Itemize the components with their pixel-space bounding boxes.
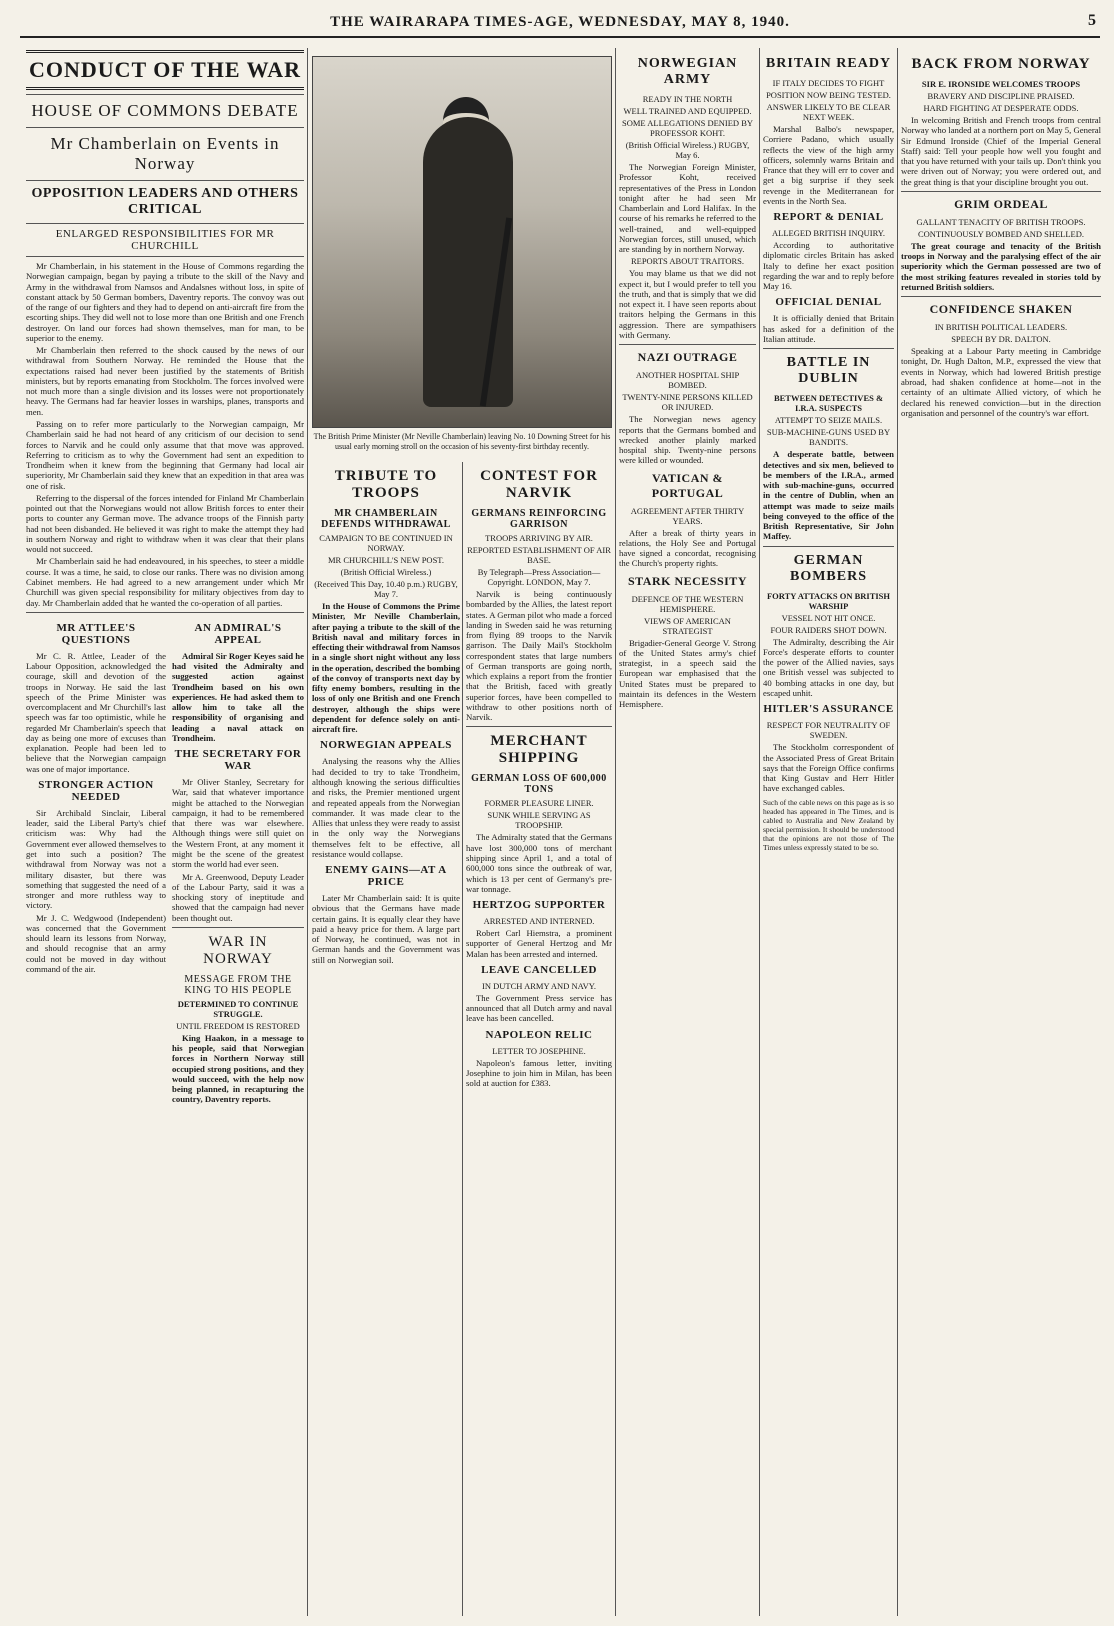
heading-merchant: MERCHANT SHIPPING (490, 733, 588, 767)
norwegian-army-story (619, 50, 756, 1616)
subhead-trained: WELL TRAINED AND EQUIPPED. (623, 106, 752, 116)
paragraph: In welcoming British and French troops from central Norway who landed at a northern port on May 5, General Sir Edmund Ironside (Chief of the Imperial General Staff) said: Tell your people how well you fought and that you have returned with your tails up. Don't think you were driven out of Norway; you were ordered out, and the great thing is that your discipline brought you out. (901, 115, 1101, 187)
paragraph: In the House of Commons the Prime Minister, Mr Neville Chamberlain, after paying a tribute to the skill of the British naval and military forces in effecting their withdrawal from Namsos in a single short night without any loss in the operation, described the bombing of the convoy of transports next day by fifty enemy bombers, resulting in the loss of only one British and one French destroyer, although the ships were dependent for defence solely on anti-aircraft fire. (312, 601, 460, 735)
newspaper-title: THE WAIRARAPA TIMES-AGE, WEDNESDAY, MAY 8, 1940. (330, 13, 790, 30)
paragraph: The great courage and tenacity of the British troops in Norway and the paralysing effect of the air superiority which the German possessed are two of the most striking features revealed in stories told by returned British soldiers. (901, 240, 1101, 292)
heading-secretary: THE SECRETARY FOR WAR (174, 748, 302, 773)
subhead-between: BETWEEN DETECTIVES & I.R.A. SUSPECTS (773, 393, 884, 414)
masthead (20, 8, 1100, 38)
paragraph: Admiral Sir Roger Keyes said he had visited the Admiralty and suggested action against Trondheim based on his own experiences. He had asked them to allow him to take all the responsibility of organising and leading a naval attack on Trondheim. (172, 650, 304, 743)
paragraph: Speaking at a Labour Party meeting in Cambridge tonight, Dr. Hugh Dalton, M.P., expressed the view that events in Norway, which had lowered British prestige abroad, had shaken confidence at home—not in the certainty of an ultimate Allied victory, of which he declared his renewed conviction—but in the direction organisation and personnel of the country's war effort. (901, 346, 1101, 418)
paragraph: The Norwegian news agency reports that the Germans bombed and wrecked another plainly marked hospital ship. Twenty-nine persons were killed or wounded. (619, 414, 756, 466)
paragraph: Narvik is being continuously bombarded by the Allies, the latest report states. A German pilot who made a forced landing in Sweden said he was returning from flying 89 troops to the Narvik garrison. The Daily Mail's Stockholm correspondent states that large numbers of German transports are going north, which explains a report from the frontier that the British, faced with greatly superior forces, have been compelled to withdraw to other positions north of Narvik. (466, 589, 612, 723)
photo-caption: The British Prime Minister (Mr Neville Chamberlain) leaving No. 10 Downing Street for his usual early morning stroll on the occasion of his seventy-first birthday recently. (313, 432, 611, 451)
heading-admiral: AN ADMIRAL'S APPEAL (194, 621, 282, 646)
heading-hertzog: HERTZOG SUPPORTER (472, 899, 606, 912)
subhead-forty: FORTY ATTACKS ON BRITISH WARSHIP (766, 590, 891, 611)
column-rule (462, 462, 463, 1616)
rule (172, 927, 304, 928)
heading-hitler: HITLER'S ASSURANCE (763, 703, 894, 716)
heading-attlee: MR ATTLEE'S QUESTIONS (56, 621, 136, 646)
lead-story (26, 50, 304, 1616)
subhead-post: MR CHURCHILL'S NEW POST. (328, 555, 444, 565)
rule (466, 726, 612, 727)
photo-chamberlain (312, 56, 612, 428)
paragraph: Napoleon's famous letter, inviting Josephine to join him in Milan, has been sold at auction for £383. (466, 1057, 612, 1089)
heading-stark: STARK NECESSITY (628, 573, 747, 588)
heading-appeals: NORWEGIAN APPEALS (320, 739, 452, 752)
subhead-liner: FORMER PLEASURE LINER. (484, 798, 594, 809)
subhead-air: TROOPS ARRIVING BY AIR. (485, 533, 593, 543)
subhead-seize: ATTEMPT TO SEIZE MAILS. (774, 415, 883, 426)
subhead-traitors: REPORTS ABOUT TRAITORS. (630, 256, 745, 267)
subhead-hard: HARD FIGHTING AT DESPERATE ODDS. (923, 103, 1079, 113)
paragraph: Mr Chamberlain, in his statement in the House of Commons regarding the Norwegian campaign, began by paying a tribute to the skill of the Navy and Army in the withdrawal from Namsos and Andalsnes without loss, in spite of constant attack by 50 German bombers, Daventry reports. The convoy was out of the range of our fighters and they had to depend on anti-aircraft fire from the escorting ships. They did well not to lose more than one British and one French destroyer. On land our forces had shown themselves, man for man, to be superior to the enemy. (26, 261, 304, 343)
paragraph: You may blame us that we did not expect it, but I would prefer to tell you the truth, and that is simply that we did not expect it. I have seen reports about traitors helping the Germans in this aggression. There are sympathisers with Germany. (619, 268, 756, 340)
subhead-dalton: SPEECH BY DR. DALTON. (951, 334, 1051, 345)
rule (26, 223, 304, 224)
subhead-until: UNTIL FREEDOM IS RESTORED (176, 1020, 300, 1031)
paragraph: King Haakon, in a message to his people, said that Norwegian forces in Northern Norway still occupied strong positions, and they would succeed, with the help now being planned, in recapturing the country, Daventry reports. (172, 1032, 304, 1105)
paragraph: Mr C. R. Attlee, Leader of the Labour Opposition, acknowledged the courage, skill and devotion of the troops in Norway. He said the last speech of the Prime Minister was overcomplacent and Mr Churchill's last speech was far too optimistic, while he regarded Mr Chamberlain's speech that day as being one more of excuses than explanation. People had been led to believe that the Norwegian campaign was one of major importance. (26, 650, 166, 774)
subhead-hospital: ANOTHER HOSPITAL SHIP BOMBED. (635, 370, 740, 391)
heading-norwegian-army: NORWEGIAN ARMY (637, 56, 738, 87)
rule (763, 546, 894, 547)
column-rule (615, 48, 616, 1616)
subhead-message-king: MESSAGE FROM THE KING TO HIS PEOPLE (184, 973, 292, 996)
page-number: 5 (1088, 12, 1096, 29)
subhead-tested: POSITION NOW BEING TESTED. (766, 90, 891, 100)
column-rule (307, 48, 308, 1616)
paragraph: Marshal Balbo's newspaper, Corriere Padano, which usually reflects the view of the high army officers, solemnly warns Britain and France that they will err to cover and get a big surprise if they seek revenge in the Mediterranean for events in the North Sea. (763, 124, 894, 206)
paragraph: According to authoritative diplomatic circles Britain has asked Italy to define her exact position regarding the war and to reply before May 16. (763, 240, 894, 292)
heading-napoleon: NAPOLEON RELIC (485, 1028, 593, 1041)
dateline: (British Official Wireless.) (340, 567, 432, 577)
paragraph: Later Mr Chamberlain said: It is quite obvious that the Germans have made certain gains. It is equally clear they have paid a heavy price for them. A large part of Norway, he continued, was not in German hands and the Government was still on Norwegian soil. (312, 893, 460, 965)
paragraph: The Government Press service has announced that all Dutch army and naval leave has been cancelled. (466, 992, 612, 1024)
subhead-commons: HOUSE OF COMMONS DEBATE (31, 101, 299, 120)
heading-confidence: CONFIDENCE SHAKEN (929, 302, 1073, 317)
rule (901, 296, 1101, 297)
rule (26, 256, 304, 257)
heading-britain-ready: BRITAIN READY (765, 56, 892, 71)
paragraph: Mr A. Greenwood, Deputy Leader of the Labour Party, said it was a shocking story of ineptitude and showed that the campaign had never been thought out. (172, 871, 304, 923)
rule (26, 94, 304, 95)
subhead-dutch: IN DUTCH ARMY AND NAVY. (482, 980, 596, 991)
heading-report-denial: REPORT & DENIAL (773, 211, 884, 224)
tribute-story (312, 462, 460, 1616)
heading-official-denial: OFFICIAL DENIAL (775, 296, 882, 309)
subhead-base: REPORTED ESTABLISHMENT OF AIR BASE. (467, 545, 611, 565)
times-notice: Such of the cable news on this page as is so headed has appeared in The Times, and is cabled to Australia and New Zealand by special permission. It should be understood that the opinions are not those of The Times unless expressly stated to be so. (763, 797, 894, 852)
subhead-four: FOUR RAIDERS SHOT DOWN. (770, 624, 887, 635)
subhead-inquiry: ALLEGED BRITISH INQUIRY. (772, 228, 885, 239)
rule (763, 348, 894, 349)
rule (26, 612, 304, 613)
paragraph: Robert Carl Hiemstra, a prominent supporter of General Hertzog and Mr Malan has been arrested and interned. (466, 928, 612, 959)
heading-stronger-action: STRONGER ACTION NEEDED (38, 778, 154, 803)
paragraph: Referring to the dispersal of the forces intended for Finland Mr Chamberlain pointed out that the Norwegians would not allow British forces to enter their ports to counter any German move. The advance troops of the Finnish party had not been disbanded. He believed it was right to make the attempt they had in southern Norway and right to withdraw when it was clear that their plans would not succeed. (26, 492, 304, 555)
heading-nazi-outrage: NAZI OUTRAGE (637, 350, 738, 365)
headline-conduct-of-war: CONDUCT OF THE WAR (26, 50, 304, 90)
paragraph: After a break of thirty years in relations, the Holy See and Portugal have signed a concordat, recognising the Church's property rights. (619, 527, 756, 569)
subhead-bravery: BRAVERY AND DISCIPLINE PRAISED. (927, 91, 1075, 101)
subhead-loss: GERMAN LOSS OF 600,000 TONS (471, 773, 607, 796)
subhead-respect: RESPECT FOR NEUTRALITY OF SWEDEN. (766, 720, 891, 741)
subhead-defence: DEFENCE OF THE WESTERN HEMISPHERE. (631, 593, 744, 614)
subhead-guns: SUB-MACHINE-GUNS USED BY BANDITS. (766, 427, 891, 448)
subhead-sunk: SUNK WHILE SERVING AS TROOPSHIP. (487, 810, 591, 831)
subhead-italy: IF ITALY DECIDES TO FIGHT (772, 78, 885, 88)
subhead-defends: MR CHAMBERLAIN DEFENDS WITHDRAWAL (321, 508, 451, 530)
back-from-norway-story (901, 50, 1101, 1616)
heading-war-in-norway: WAR IN NORWAY (203, 933, 273, 967)
heading-back-from-norway: BACK FROM NORWAY (911, 56, 1091, 72)
subhead-gallant: GALLANT TENACITY OF BRITISH TROOPS. (916, 216, 1086, 227)
subhead-views: VIEWS OF AMERICAN STRATEGIST (644, 615, 731, 636)
heading-german-bombers: GERMAN BOMBERS (789, 552, 867, 584)
heading-battle-dublin: BATTLE IN DUBLIN (786, 355, 871, 387)
paragraph: A desperate battle, between detectives and six men, believed to be members of the I.R.A., armed with sub-machine-guns, occurred in the centre of Dublin, when an attempt was made to seize mails being conveyed to the office of the British Representative, Sir John Maffey. (763, 449, 894, 542)
subhead-ready: READY IN THE NORTH (642, 94, 733, 104)
subhead-chamberlain: Mr Chamberlain on Events in Norway (50, 134, 280, 173)
paragraph: Passing on to refer more particularly to the Norwegian campaign, Mr Chamberlain said he had not heard of any criticism of our decision to send forces to Narvik and he could only assume that that move was approved. Referring to criticism as to why the Government had sent an expedition to Trondheim when it knew from the beginning that Germany had local air superiority, Mr Chamberlain said they knew that an expedition in that area was one of risk. (26, 418, 304, 491)
subhead-churchill: ENLARGED RESPONSIBILITIES FOR MR CHURCHILL (55, 228, 275, 252)
subhead-vessel: VESSEL NOT HIT ONCE. (781, 612, 876, 623)
paragraph: Mr Oliver Stanley, Secretary for War, said that whatever importance might be attached to the Norwegian campaign, it had to be remembered that there was war elsewhere. Although things were still quiet on the Western Front, at any moment it might be the scene of the greatest storm the world had ever seen. (172, 777, 304, 870)
paragraph: The Admiralty stated that the Germans have lost 300,000 tons of merchant shipping since April 1, and a total of 600,000 tons since the outbreak of war, which is 13 per cent of Germany's pre-war tonnage. (466, 832, 612, 894)
subhead-arrested: ARRESTED AND INTERNED. (483, 916, 595, 927)
column-rule (759, 48, 760, 1616)
paragraph: The Stockholm correspondent of the Associated Press of Great Britain says that the Foreign Office confirms that King Gustav and Herr Hitler have exchanged cables. (763, 742, 894, 794)
paragraph: Mr J. C. Wedgwood (Independent) was concerned that the Government should learn its lessons from Norway, and should recognise that an army could not be moved in day without command of the air. (26, 912, 166, 974)
heading-leave: LEAVE CANCELLED (481, 963, 597, 976)
rule (901, 191, 1101, 192)
subhead-killed: TWENTY-NINE PERSONS KILLED OR INJURED. (622, 392, 753, 413)
narvik-story (466, 462, 612, 1616)
subhead-reinforcing: GERMANS REINFORCING GARRISON (471, 508, 607, 530)
subhead-campaign: CAMPAIGN TO BE CONTINUED IN NORWAY. (319, 533, 453, 553)
paragraph: Brigadier-General George V. Strong of the United States army's chief strategist, in a speech said the European war emphasised that the United States must be prepared to maintain its defences in the Western Hemisphere. (619, 637, 756, 710)
rule (26, 127, 304, 128)
rule (619, 344, 756, 345)
paragraph: Mr Chamberlain said he had endeavoured, in his speeches, to steer a middle course. It was a time, he said, to close our ranks. There was no division among Cabinet members. He had agreed to a new arrangement under which Mr Churchill was given special responsibility for military objectives from day to day. Mr Chamberlain added that he wanted the co-operation of all parties. (26, 556, 304, 608)
subhead-opposition: OPPOSITION LEADERS AND OTHERS CRITICAL (31, 186, 299, 217)
heading-enemy-gains: ENEMY GAINS—AT A PRICE (325, 864, 447, 889)
dateline: (British Official Wireless.) RUGBY, May 6. (625, 140, 750, 160)
heading-contest-narvik: CONTEST FOR NARVIK (480, 468, 598, 501)
dateline: (Received This Day, 10.40 p.m.) RUGBY, May 7. (314, 579, 458, 599)
subhead-determined: DETERMINED TO CONTINUE STRUGGLE. (177, 998, 299, 1019)
subhead-allegations: SOME ALLEGATIONS DENIED BY PROFESSOR KOHT. (621, 118, 754, 138)
subhead-agreement: AGREEMENT AFTER THIRTY YEARS. (630, 505, 745, 526)
heading-vatican: VATICAN & PORTUGAL (651, 470, 724, 500)
dateline: By Telegraph—Press Association—Copyright. LONDON, May 7. (477, 567, 601, 587)
rule (26, 180, 304, 181)
heading-tribute: TRIBUTE TO TROOPS (334, 468, 438, 501)
britain-ready-story (763, 50, 894, 1616)
paragraph: Sir Archibald Sinclair, Liberal leader, said the Liberal Party's chief criticism was: Why had the Government ever allowed themselves to get into such a position? The withdrawal from Norway was not a military disaster, but there was something that suggested the need of a stronger and more ruthless way to victory. (26, 807, 166, 911)
subhead-leaders: IN BRITISH POLITICAL LEADERS. (934, 322, 1068, 333)
paragraph: The Norwegian Foreign Minister, Professor Koht, received representatives of the Press in London tonight after he had seen Mr Chamberlain and Lord Halifax. In the course of his remarks he referred to the well-trained, and well-equipped Norwegian forces, still unused, which are standing by in northern Norway. (619, 162, 756, 255)
subhead-ironside: SIR E. IRONSIDE WELCOMES TROOPS (921, 79, 1081, 89)
paragraph: The Admiralty, describing the Air Force's desperate efforts to counter the power of the Allied navies, says one British vessel was subjected to 40 bombing attacks in one day, but escaped unhit. (763, 636, 894, 698)
paragraph: It is officially denied that Britain has asked for a definition of the Italian attitude. (763, 313, 894, 344)
subhead-answer: ANSWER LIKELY TO BE CLEAR NEXT WEEK. (766, 102, 891, 122)
column-rule (897, 48, 898, 1616)
paragraph: Mr Chamberlain then referred to the shock caused by the news of our withdrawal from Southern Norway. He reminded the House that the expectations raised had never been justified by the statements of British ministers, but by reports emanating from Stockholm. The forces involved were not much more than a single division and its losses were not proportionately heavy. The Germans had far heavier losses in warships, planes, transports and men. (26, 345, 304, 417)
subhead-letter: LETTER TO JOSEPHINE. (492, 1045, 586, 1056)
heading-grim-ordeal: GRIM ORDEAL (954, 196, 1048, 211)
subhead-continuously: CONTINUOUSLY BOMBED AND SHELLED. (918, 228, 1084, 239)
paragraph: Analysing the reasons why the Allies had decided to try to take Trondheim, although knowing the serious difficulties and risks, the Premier mentioned urgent and repeated appeals from the Norwegian commander. It was made clear to the Allies that unless they were ready to assist in the only way the Norwegians themselves felt to be effective, all resistance would collapse. (312, 756, 460, 859)
